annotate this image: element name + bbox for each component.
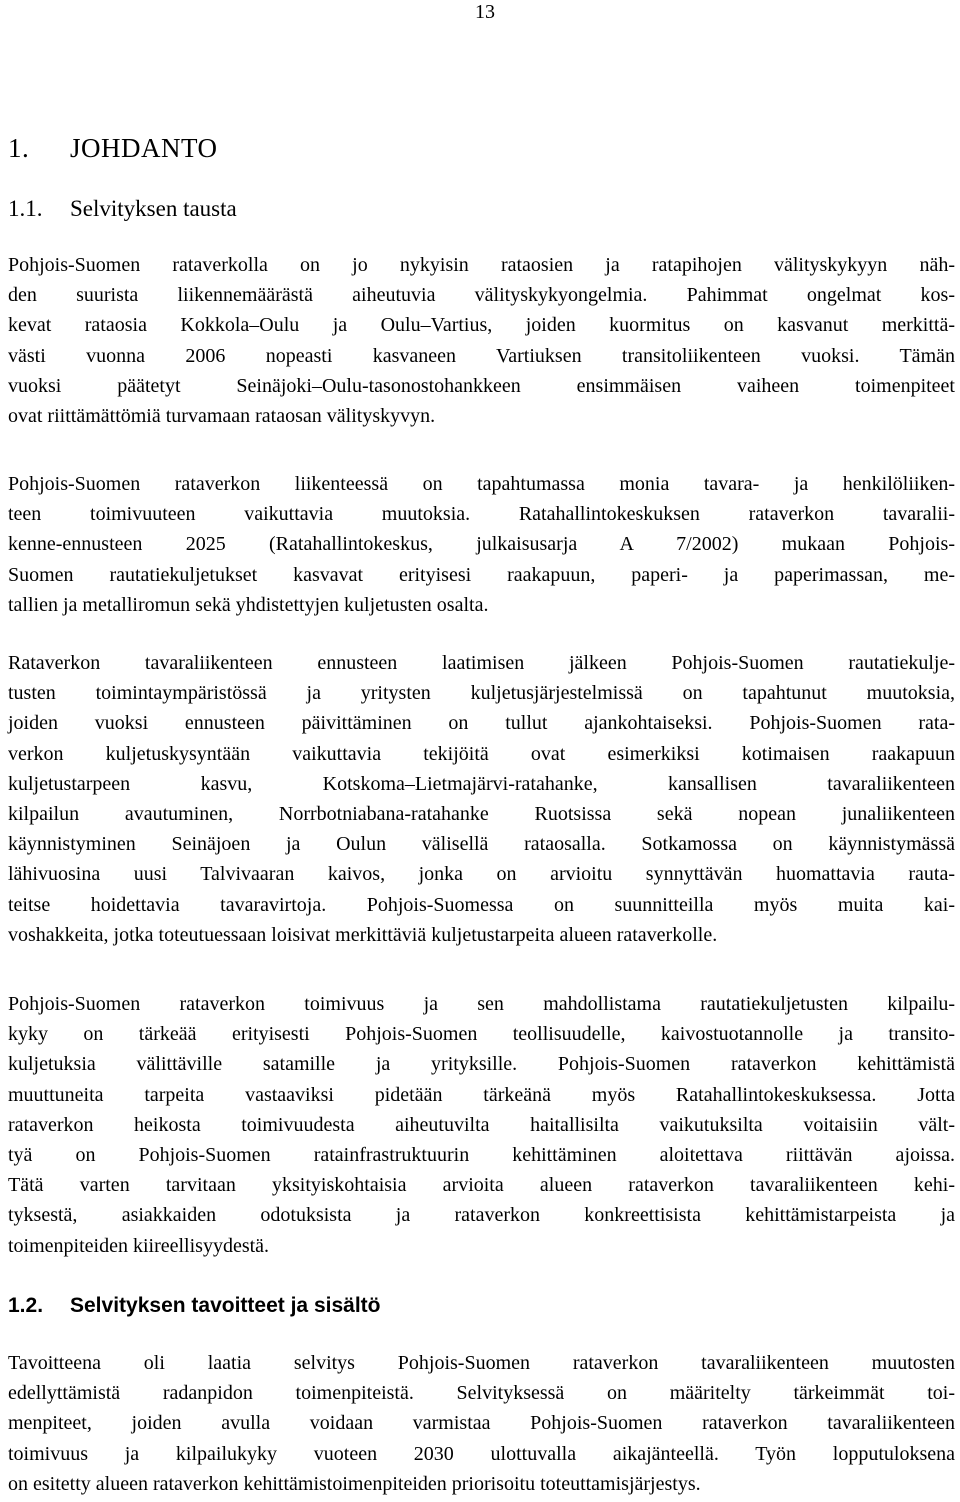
section-heading-1-1: [8, 195, 237, 223]
text-line: edellyttämistä radanpidon toimenpiteistä. Selvityksessä on määritelty tärkeimmät toi-: [8, 1382, 955, 1405]
text-line: Rataverkon tavaraliikenteen ennusteen laatimisen jälkeen Pohjois-Suomen rautatiekulje-: [8, 652, 955, 674]
text-line: kevat rataosia Kokkola–Oulu ja Oulu–Vartius, joiden kuormitus on kasvanut merkittä-: [8, 314, 955, 337]
text-line: kuljetuksia välittäville satamille ja yrityksille. Pohjois-Suomen rataverkon kehittämistä: [8, 1053, 955, 1076]
text-line: tusten toimintaympäristössä ja yritysten kuljetusjärjestelmissä on tapahtunut muutoksia,: [8, 682, 955, 705]
text-line: Tavoitteena oli laatia selvitys Pohjois-Suomen rataverkon tavaraliikenteen muutosten: [8, 1352, 955, 1374]
chapter-heading: [8, 132, 218, 164]
text-line: Tätä varten tarvitaan yksityiskohtaisia arvioita alueen rataverkon tavaraliikenteen kehi-: [8, 1174, 955, 1197]
text-line: joiden vuoksi ennusteen päivittäminen on tullut ajankohtaiseksi. Pohjois-Suomen rata-: [8, 712, 955, 735]
text-line: muuttuneita tarpeita vastaaviksi pidetään tärkeänä myös Ratahallintokeskuksessa. Jotta: [8, 1083, 955, 1106]
text-line: Pohjois-Suomen rataverkon liikenteessä on tapahtumassa monia tavara- ja henkilöliiken-: [8, 473, 955, 495]
text-line: toimenpiteiden kiireellisyydestä.: [8, 1234, 270, 1257]
section-heading-1-2: [8, 1293, 380, 1319]
text-line: käynnistyminen Seinäjoen ja Oulun välisellä rataosalla. Sotkamossa on käynnistymässä: [8, 833, 955, 856]
text-line: menpiteet, joiden avulla voidaan varmistaa Pohjois-Suomen rataverkon tavaraliikenteen: [8, 1412, 955, 1435]
section-number: 1.1.: [8, 196, 43, 221]
text-line: kilpailun avautuminen, Norrbotniabana-ratahanke Ruotsissa sekä nopean junaliikenteen: [8, 802, 955, 825]
text-line: kuljetustarpeen kasvu, Kotskoma–Lietmajärvi-ratahanke, kansallisen tavaraliikenteen: [8, 772, 955, 795]
chapter-title: JOHDANTO: [70, 133, 218, 163]
text-line: lähivuosina uusi Talvivaaran kaivos, jonka on arvioitu synnyttävän huomattavia rauta-: [8, 863, 955, 886]
text-line: tyä on Pohjois-Suomen ratainfrastruktuurin kehittäminen aloitettava riittävän ajoissa.: [8, 1143, 955, 1166]
text-line: teitse hoidettavia tavaravirtoja. Pohjois-Suomessa on suunnitteilla myös muita kai-: [8, 893, 955, 916]
text-line: verkon kuljetuskysyntään vaikuttavia tekijöitä ovat esimerkiksi kotimaisen raakapuun: [8, 742, 955, 765]
text-line: västi vuonna 2006 nopeasti kasvaneen Vartiuksen transitoliikenteen vuoksi. Tämän: [8, 344, 955, 367]
text-line: vuoksi päätetyt Seinäjoki–Oulu-tasonostohankkeen ensimmäisen vaiheen toimenpiteet: [8, 374, 955, 397]
paragraph-5: [8, 1348, 955, 1499]
paragraph-2: [8, 469, 955, 620]
text-line: on esitetty alueen rataverkon kehittämistoimenpiteiden priorisoitu toteuttamisjärjestys.: [8, 1472, 701, 1495]
section-title: Selvityksen tavoitteet ja sisältö: [70, 1294, 381, 1317]
chapter-number: 1.: [8, 133, 30, 163]
text-line: tallien ja metalliromun sekä yhdistettyjen kuljetusten osalta.: [8, 593, 489, 616]
text-line: tyksestä, asiakkaiden odotuksista ja rataverkon konkreettisista kehittämistarpeista ja: [8, 1204, 955, 1227]
page-number: 13: [475, 1, 495, 23]
text-line: toimivuus ja kilpailukyky vuoteen 2030 ulottuvalla aikajänteellä. Työn lopputuloksena: [8, 1442, 955, 1465]
text-line: kenne-ennusteen 2025 (Ratahallintokeskus, julkaisusarja A 7/2002) mukaan Pohjois-: [8, 533, 955, 556]
text-line: voshakkeita, jotka toteutuessaan loisivat merkittäviä kuljetustarpeita alueen rataverkolle.: [8, 923, 718, 946]
text-line: kyky on tärkeää erityisesti Pohjois-Suomen teollisuudelle, kaivostuotannolle ja transito-: [8, 1023, 955, 1046]
section-title: Selvityksen tausta: [70, 196, 237, 221]
paragraph-3: [8, 648, 955, 950]
text-line: Pohjois-Suomen rataverkon toimivuus ja sen mahdollistama rautatiekuljetusten kilpailu-: [8, 993, 955, 1015]
text-line: rataverkon heikosta toimivuudesta aiheutuvilta haitallisilta vaikutuksilta voitaisiin vält-: [8, 1113, 955, 1136]
paragraph-1: [8, 250, 955, 431]
section-number: 1.2.: [8, 1294, 44, 1317]
text-line: teen toimivuuteen vaikuttavia muutoksia. Ratahallintokeskuksen rataverkon tavaralii-: [8, 503, 955, 526]
paragraph-4: [8, 989, 955, 1261]
text-line: ovat riittämättömiä turvamaan rataosan välityskyvyn.: [8, 404, 436, 427]
text-line: Pohjois-Suomen rataverkolla on jo nykyisin rataosien ja ratapihojen välityskykyyn näh-: [8, 254, 955, 276]
text-line: Suomen rautatiekuljetukset kasvavat erityisesi raakapuun, paperi- ja paperimassan, me-: [8, 563, 955, 586]
text-line: den suurista liikennemäärästä aiheutuvia välityskykyongelmia. Pahimmat ongelmat kos-: [8, 284, 955, 307]
